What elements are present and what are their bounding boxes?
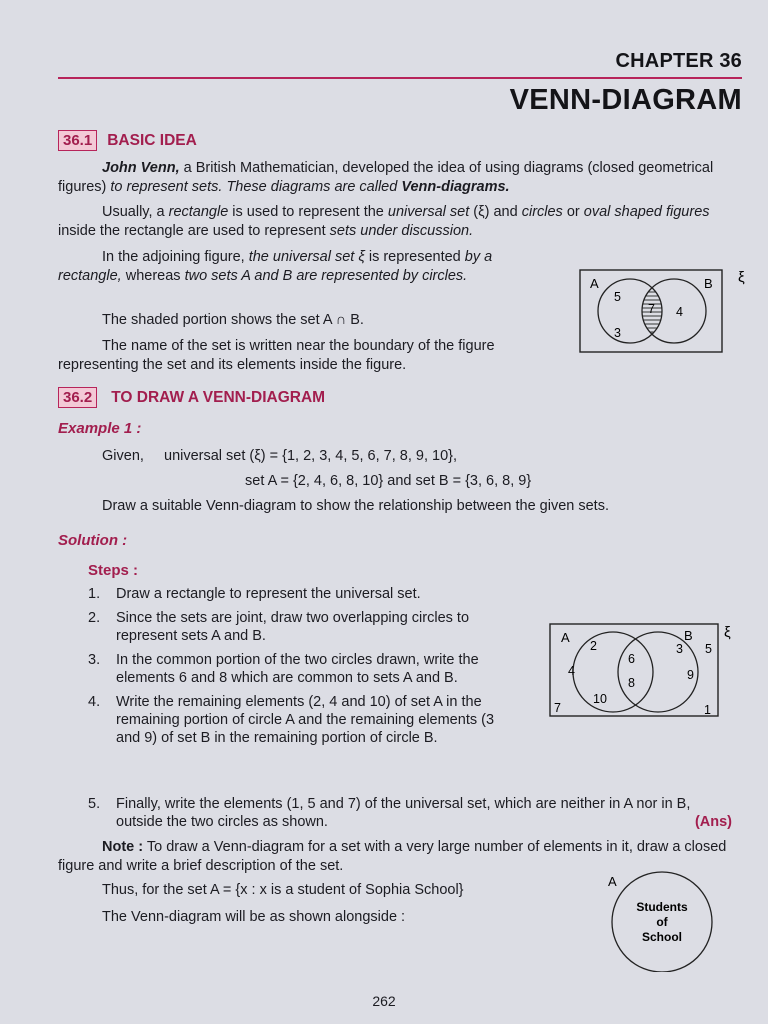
step-text: Write the remaining elements (2, 4 and 10) of set A in the remaining portion of circle A and the remaining elements (3 and 9) of set B in the remaining portion of circle B. — [116, 694, 495, 746]
text-span: rectangle — [168, 204, 229, 220]
paragraph-shaded: The shaded portion shows the set A ∩ B. — [102, 312, 364, 328]
element-10: 10 — [593, 692, 607, 706]
text-span: whereas — [121, 268, 185, 284]
section-heading-36-1 — [58, 132, 197, 150]
element-8: 8 — [628, 676, 635, 690]
xi-symbol: ξ — [724, 624, 731, 641]
text-span: sets under discussion. — [329, 223, 474, 239]
circle-text-line1: Students — [636, 900, 688, 914]
text-span: (ξ) and — [469, 204, 522, 220]
element-4: 4 — [676, 305, 683, 319]
element-3: 3 — [614, 326, 621, 340]
question: Draw a suitable Venn-diagram to show the relationship between the given sets. — [102, 498, 609, 514]
paragraph-adjoining — [58, 248, 550, 286]
example-label: Example 1 : — [58, 420, 142, 437]
step-text: Since the sets are joint, draw two overlapping circles to represent sets A and B. — [116, 610, 470, 644]
text-span: a British Mathematician, developed the idea of using diagrams (closed geometrical figures) — [58, 160, 714, 195]
text-span: universal set — [387, 204, 470, 220]
john-venn-name: John Venn, — [102, 160, 180, 176]
element-7: 7 — [554, 701, 561, 715]
section-number: 36.1 — [58, 130, 97, 151]
steps-label: Steps : — [88, 562, 139, 579]
universal-set: universal set (ξ) = {1, 2, 3, 4, 5, 6, 7, 8, 9, 10}, — [164, 448, 458, 464]
text-span: is represented — [364, 249, 465, 265]
element-6: 6 — [628, 652, 635, 666]
paragraph-usually — [58, 203, 742, 241]
section-title: TO DRAW A VENN-DIAGRAM — [111, 389, 326, 406]
xi-symbol: ξ — [738, 269, 745, 286]
step-item — [88, 795, 738, 831]
solution-label: Solution : — [58, 532, 128, 549]
label-a: A — [590, 276, 599, 291]
step-item — [88, 585, 518, 603]
circle-text-line2: of — [656, 915, 668, 929]
chapter-label: CHAPTER 36 — [615, 50, 742, 72]
step-item — [88, 609, 518, 645]
sets-a-b: set A = {2, 4, 6, 8, 10} and set B = {3, 6, 8, 9} — [245, 473, 532, 489]
step-number: 4. — [88, 694, 101, 710]
step-number: 5. — [88, 796, 101, 812]
given-label: Given, — [102, 448, 144, 464]
text-span: or — [562, 204, 584, 220]
text-span: In the adjoining figure, — [102, 249, 249, 265]
text-span: two sets A and B are represented by circles. — [184, 268, 468, 284]
venn-figure-2 — [548, 620, 748, 720]
step-text: Draw a rectangle to represent the universal set. — [116, 586, 421, 602]
element-5: 5 — [614, 290, 621, 304]
step-item-5 — [88, 795, 738, 831]
venn-figure-1 — [578, 266, 748, 356]
text-span: Venn-diagrams. — [401, 179, 510, 195]
circle-b — [618, 632, 698, 712]
text-span: inside the rectangle are used to represent — [58, 223, 330, 239]
shown-line: The Venn-diagram will be as shown alongside : — [102, 909, 406, 925]
section-title: BASIC IDEA — [107, 132, 197, 149]
label-a: A — [561, 630, 570, 645]
label-b: B — [684, 628, 693, 643]
step-number: 3. — [88, 652, 101, 668]
element-4: 4 — [568, 664, 575, 678]
element-7: 7 — [648, 302, 655, 316]
step-text: Finally, write the elements (1, 5 and 7) of the universal set, which are neither in A nor in B, outside the two circles as shown. — [116, 796, 691, 830]
note-label: Note : — [102, 839, 144, 855]
element-3: 3 — [676, 642, 683, 656]
section-number: 36.2 — [58, 387, 97, 408]
element-1: 1 — [704, 703, 711, 717]
element-5: 5 — [705, 642, 712, 656]
text-span: Usually, a — [102, 204, 169, 220]
paragraph-name-of-set: The name of the set is written near the boundary of the figure representing the set and its elements inside the figure. — [58, 338, 495, 373]
venn-figure-3 — [600, 870, 720, 972]
element-2: 2 — [590, 639, 597, 653]
answer-tag: (Ans) — [694, 814, 732, 830]
header-rule — [58, 77, 742, 79]
step-item — [88, 693, 518, 747]
text-span: is used to represent the — [228, 204, 388, 220]
text-span: circles — [521, 204, 563, 220]
text-span: the universal set ξ — [248, 249, 365, 265]
label-b: B — [704, 276, 713, 291]
text-span: To draw a Venn-diagram for a set with a very large number of elements in it, draw a closed figure and write a brief description of the set. — [58, 839, 727, 874]
circle-text-line3: School — [641, 930, 683, 944]
steps-list — [88, 585, 518, 753]
section-heading-36-2 — [58, 389, 325, 407]
text-span: oval shaped figures — [583, 204, 710, 220]
element-9: 9 — [687, 668, 694, 682]
text-span: to represent sets. These diagrams are called — [110, 179, 402, 195]
step-item — [88, 651, 518, 687]
step-number: 1. — [88, 586, 101, 602]
text-span: by a rectangle, — [58, 249, 493, 284]
thus-line: Thus, for the set A = {x : x is a student of Sophia School} — [102, 882, 464, 898]
paragraph-intro — [58, 159, 742, 197]
page-title: VENN-DIAGRAM — [509, 84, 742, 116]
step-text: In the common portion of the two circles drawn, write the elements 6 and 8 which are common to sets A and B. — [116, 652, 479, 686]
circle-a — [573, 632, 653, 712]
step-number: 2. — [88, 610, 101, 626]
label-a: A — [608, 874, 617, 889]
page-number: 262 — [372, 993, 396, 1009]
